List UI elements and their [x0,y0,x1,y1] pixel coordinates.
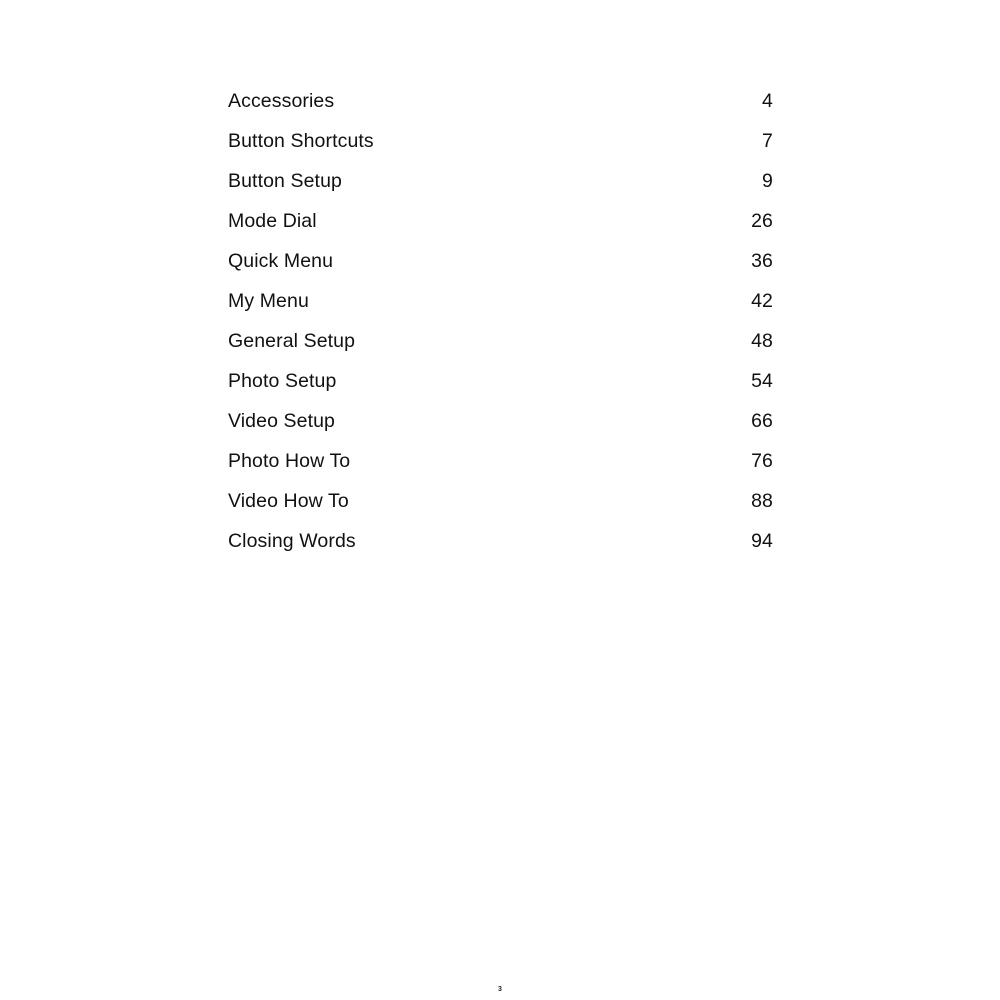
toc-entry-title: Button Setup [228,170,342,192]
toc-entry-title: Accessories [228,90,335,112]
toc-entry-video-setup[interactable] [228,401,773,441]
toc-entry-closing-words[interactable] [228,521,773,561]
toc-entry-title: Quick Menu [228,250,334,272]
toc-entry-title: Video How To [228,490,349,512]
toc-entry-page-number: 94 [751,530,773,552]
table-of-contents [228,81,773,561]
toc-entry-title: Photo How To [228,450,351,472]
toc-entry-page-number: 9 [762,170,773,192]
toc-entry-page-number: 88 [751,490,773,512]
toc-entry-button-setup[interactable] [228,161,773,201]
toc-entry-quick-menu[interactable] [228,241,773,281]
toc-entry-button-shortcuts[interactable] [228,121,773,161]
toc-entry-page-number: 36 [751,250,773,272]
toc-entry-photo-how-to[interactable] [228,441,773,481]
toc-entry-title: General Setup [228,330,356,352]
toc-entry-title: Video Setup [228,410,335,432]
toc-entry-video-how-to[interactable] [228,481,773,521]
toc-entry-page-number: 66 [751,410,773,432]
toc-entry-photo-setup[interactable] [228,361,773,401]
toc-entry-page-number: 54 [751,370,773,392]
toc-entry-page-number: 4 [762,90,773,112]
toc-entry-page-number: 76 [751,450,773,472]
toc-entry-title: Closing Words [228,530,356,552]
toc-entry-title: My Menu [228,290,309,312]
toc-entry-page-number: 48 [751,330,773,352]
toc-entry-page-number: 42 [751,290,773,312]
toc-entry-page-number: 7 [762,130,773,152]
toc-entry-general-setup[interactable] [228,321,773,361]
toc-entry-title: Mode Dial [228,210,317,232]
toc-entry-title: Photo Setup [228,370,337,392]
toc-entry-my-menu[interactable] [228,281,773,321]
toc-entry-title: Button Shortcuts [228,130,374,152]
toc-entry-mode-dial[interactable] [228,201,773,241]
footer-page-number: 3 [498,986,502,993]
toc-entry-page-number: 26 [751,210,773,232]
toc-entry-accessories[interactable] [228,81,773,121]
